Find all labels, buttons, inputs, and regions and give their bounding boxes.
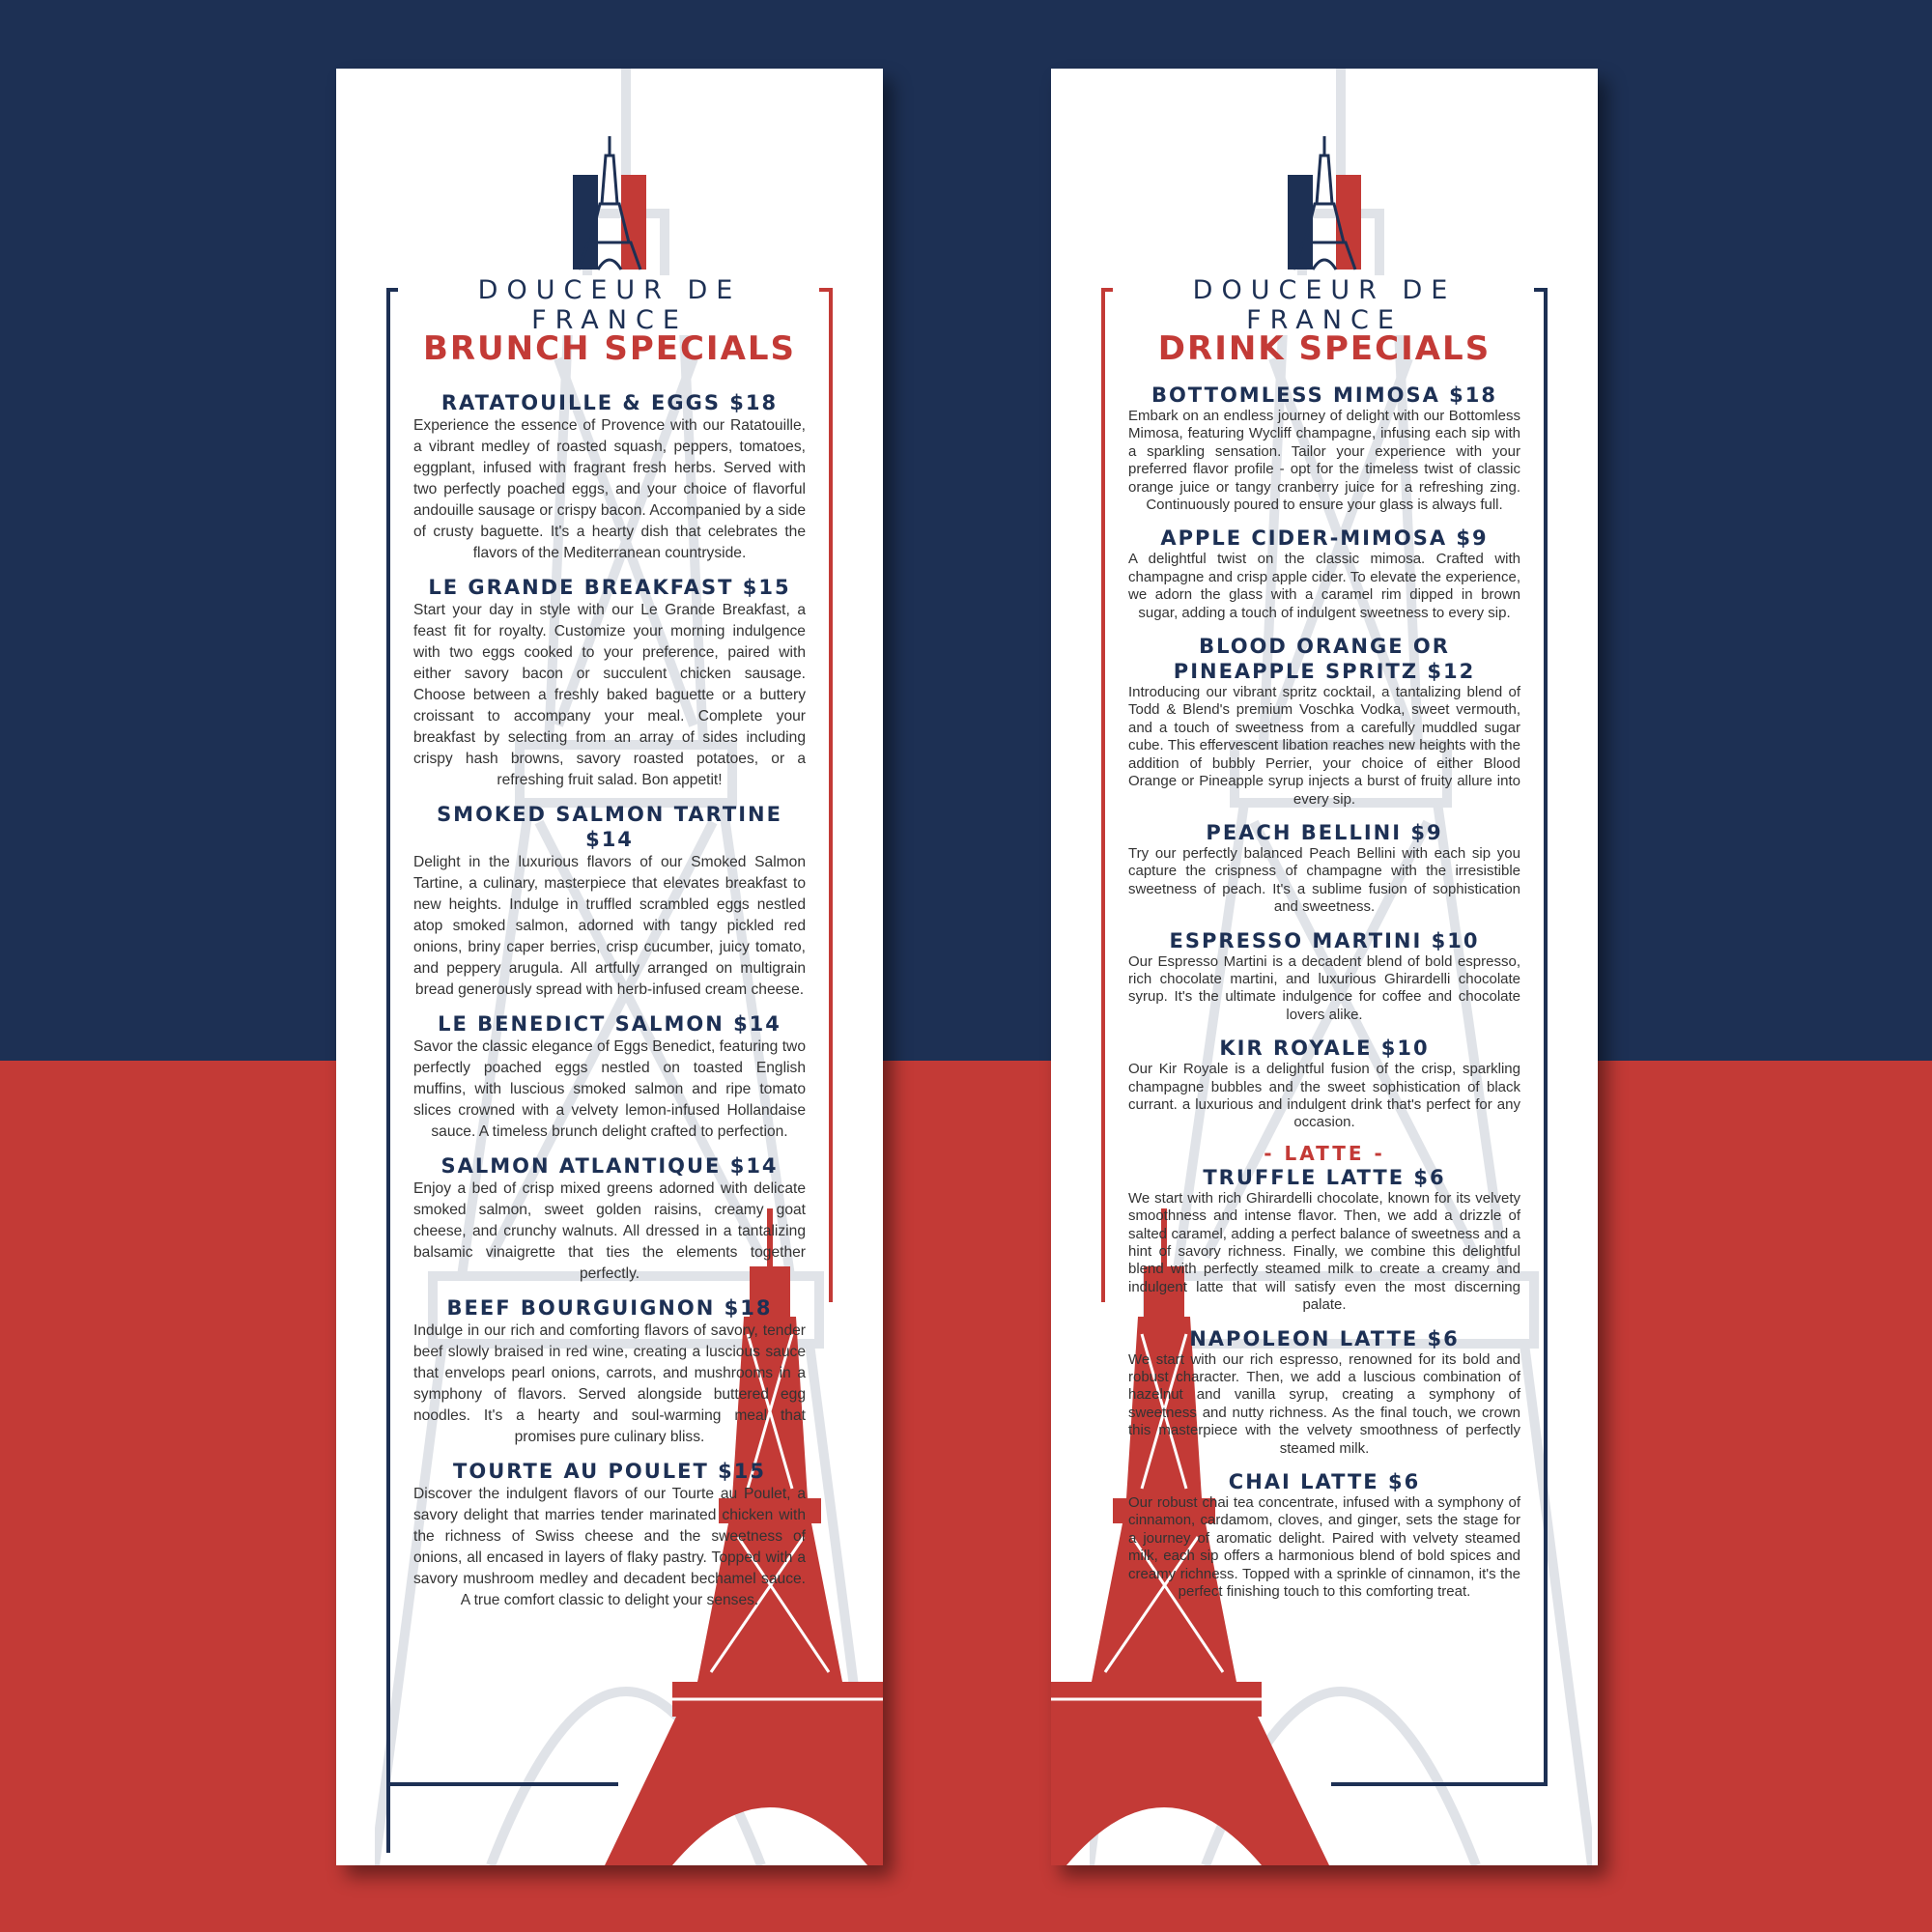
item-name: BOTTOMLESS MIMOSA $18: [1151, 384, 1498, 407]
item-name: PEACH BELLINI $9: [1206, 820, 1443, 844]
latte-section-label: - LATTE -: [1264, 1141, 1385, 1165]
item-description: Introducing our vibrant spritz cocktail, a tantalizing blend of Todd & Blend's premium Voschka Vodka, sweet vermouth, and a touch of sweetness from a carefully muddled sugar cube. This effervescent libation reaches new heights with the addition of bubbly Perrier, your choice of either Blood Orange or Pineapple syrup injects a burst of fruity allure into every sip.: [1128, 684, 1520, 808]
brand-name: DOUCEUR DE FRANCE: [1115, 275, 1534, 335]
frame-line-right: [829, 288, 833, 1302]
menu-item: [1128, 634, 1520, 809]
menu-item: [413, 1459, 806, 1611]
menu-item: [1128, 1326, 1520, 1458]
menu-item: [413, 1153, 806, 1285]
menu-item: [1128, 1165, 1520, 1315]
frame-corner-left: [386, 288, 398, 292]
item-name: RATATOUILLE & EGGS $18: [440, 391, 779, 414]
item-name: SMOKED SALMON TARTINE $14: [437, 803, 782, 851]
menu-item: [413, 1011, 806, 1143]
menu-item: [1128, 526, 1520, 622]
item-description: Embark on an endless journey of delight with our Bottomless Mimosa, featuring Wycliff champagne, infusing each sip with a sparkling sensation. Tailor your experience with your preferred flavor profile - opt for the timeless twist of classic orange juice or tangy cranberry juice for a refreshing zing. Continuously poured to ensure your glass is always full.: [1128, 408, 1520, 514]
item-description: A delightful twist on the classic mimosa. Crafted with champagne and crisp apple cider. To elevate the experience, we adorn the glass with a caramel rim dipped in brown sugar, adding a touch of indulgent sweetness to every sip.: [1128, 551, 1520, 621]
section-title: BRUNCH SPECIALS: [422, 329, 797, 368]
item-name: APPLE CIDER-MIMOSA $9: [1160, 526, 1489, 551]
menu-item: [413, 802, 806, 1001]
eiffel-flag-logo-icon: [571, 136, 648, 271]
menu-item: [1128, 1036, 1520, 1132]
brunch-menu-card: [336, 69, 883, 1865]
item-description: Our Kir Royale is a delightful fusion of the crisp, sparkling champagne bubbles and the sweet sophistication of black currant. a luxurious and indulgent drink that's perfect for any occasion.: [1128, 1061, 1520, 1131]
item-description: Enjoy a bed of crisp mixed greens adorned with delicate smoked salmon, sweet golden raisins, creamy goat cheese, and crunchy walnuts. All dressed in a tantalizing balsamic vinaigrette that ties the elements together perfectly.: [413, 1180, 806, 1282]
frame-line-bottom: [386, 1782, 618, 1786]
item-name: NAPOLEON LATTE $6: [1189, 1326, 1460, 1350]
brunch-item-list: [413, 390, 806, 1622]
frame-line-left: [1101, 288, 1105, 1302]
menu-item: [413, 575, 806, 791]
menu-item: [1128, 820, 1520, 917]
item-name: LE GRANDE BREAKFAST $15: [428, 576, 791, 599]
drink-item-list: [1128, 383, 1520, 1613]
item-description: Our robust chai tea concentrate, infused with a symphony of cinnamon, cardamom, cloves, and ginger, sets the stage for a journey of aromatic delight. Paired with velvety steamed milk, each sip offers a harmonious blend of bold spices and creamy richness. Topped with a sprinkle of cinnamon, it's the perfect finishing touch to this comforting treat.: [1128, 1494, 1520, 1601]
item-name: SALMON ATLANTIQUE $14: [440, 1154, 779, 1178]
frame-corner-right: [819, 288, 833, 292]
item-description: Savor the classic elegance of Eggs Benedict, featuring two perfectly poached eggs nestled on toasted English muffins, with luscious smoked salmon and ripe tomato slices crowned with a velvety lemon-infused Hollandaise sauce. A timeless brunch delight crafted to perfection.: [413, 1038, 806, 1140]
item-description: Discover the indulgent flavors of our Tourte au Poulet, a savory delight that marries tender marinated chicken with the richness of Swiss cheese and the sweetness of onions, all encased in layers of flaky pastry. Topped with a savory mushroom medley and decadent bechamel sauce. A true comfort classic to delight your senses.: [413, 1486, 806, 1608]
item-name: TRUFFLE LATTE $6: [1203, 1165, 1446, 1189]
frame-corner-left: [1101, 288, 1113, 292]
item-name: ESPRESSO MARTINI $10: [1169, 928, 1480, 952]
item-description: We start with our rich espresso, renowned for its bold and robust character. Then, we add a luscious combination of hazelnut and vanilla syrup, creating a symphony of sweetness and nutty richness. As the final touch, we crown this masterpiece with the velvety smoothness of perfectly steamed milk.: [1128, 1350, 1520, 1457]
item-name: KIR ROYALE $10: [1219, 1037, 1430, 1061]
brand-name: DOUCEUR DE FRANCE: [400, 275, 819, 335]
frame-line-bottom: [1331, 1782, 1548, 1786]
frame-corner-right: [1534, 288, 1548, 292]
menu-item: [1128, 928, 1520, 1025]
menu-item: [1128, 383, 1520, 514]
item-description: Experience the essence of Provence with our Ratatouille, a vibrant medley of roasted squash, peppers, tomatoes, eggplant, infused with fragrant fresh herbs. Served with two perfectly poached eggs, and your choice of flavorful andouille sausage or crispy bacon. Accompanied by a side of crusty baguette. It's a hearty dish that celebrates the flavors of the Mediterranean countryside.: [413, 417, 806, 561]
item-name: TOURTE AU POULET $15: [453, 1460, 766, 1483]
item-name: LE BENEDICT SALMON $14: [438, 1012, 781, 1036]
frame-line-left: [386, 288, 390, 1853]
item-name: CHAI LATTE $6: [1228, 1470, 1421, 1494]
frame-line-right: [1544, 288, 1548, 1785]
menu-item: [413, 390, 806, 564]
section-title: DRINK SPECIALS: [1157, 329, 1492, 368]
item-description: Try our perfectly balanced Peach Bellini with each sip you capture the crispness of champagne with the irresistible sweetness of peach. It's a sublime fusion of sophistication and sweetness.: [1128, 844, 1520, 916]
menu-item: [413, 1295, 806, 1448]
eiffel-flag-logo-icon: [1286, 136, 1363, 271]
item-description: Our Espresso Martini is a decadent blend of bold espresso, rich chocolate martini, and luxurious Ghirardelli chocolate syrup. It's the ultimate indulgence for coffee and chocolate lovers alike.: [1128, 952, 1520, 1023]
item-name: BLOOD ORANGE OR PINEAPPLE SPRITZ $12: [1173, 635, 1476, 684]
background-red-band: [0, 1061, 1932, 1932]
menu-item: [1128, 1469, 1520, 1601]
item-name: BEEF BOURGUIGNON $18: [446, 1296, 773, 1320]
item-description: Delight in the luxurious flavors of our Smoked Salmon Tartine, a culinary, masterpiece that elevates breakfast to new heights. Indulge in truffled scrambled eggs nestled atop smoked salmon, adorned with tangy pickled red onions, briny caper berries, crisp cucumber, juicy tomato, and peppery arugula. All artfully arranged on multigrain bread generously spread with herb-infused cream cheese.: [413, 854, 806, 998]
item-description: We start with rich Ghirardelli chocolate, known for its velvety smoothness and intense flavor. Then, we add a drizzle of salted caramel, adding a perfect balance of sweetness and a hint of savory richness. Finally, we combine this delightful blend with perfectly steamed milk to create a creamy and indulgent latte that will satisfy even the most discerning palate.: [1128, 1189, 1520, 1314]
item-description: Start your day in style with our Le Grande Breakfast, a feast fit for royalty. Customize your morning indulgence with two eggs cooked to your preference, paired with either savory bacon or succulent chicken sausage. Choose between a freshly baked baguette or a buttery croissant to accompany your meal. Complete your breakfast by selecting from an array of sides including crispy hash browns, savory roasted potatoes, or a refreshing fruit salad. Bon appetit!: [413, 602, 806, 788]
item-description: Indulge in our rich and comforting flavors of savory, tender beef slowly braised in red wine, creating a luscious sauce that envelops pearl onions, carrots, and mushrooms in a symphony of flavors. Served alongside buttered egg noodles. It's a hearty and soul-warming meal that promises pure culinary bliss.: [413, 1322, 806, 1445]
drink-menu-card: [1051, 69, 1598, 1865]
